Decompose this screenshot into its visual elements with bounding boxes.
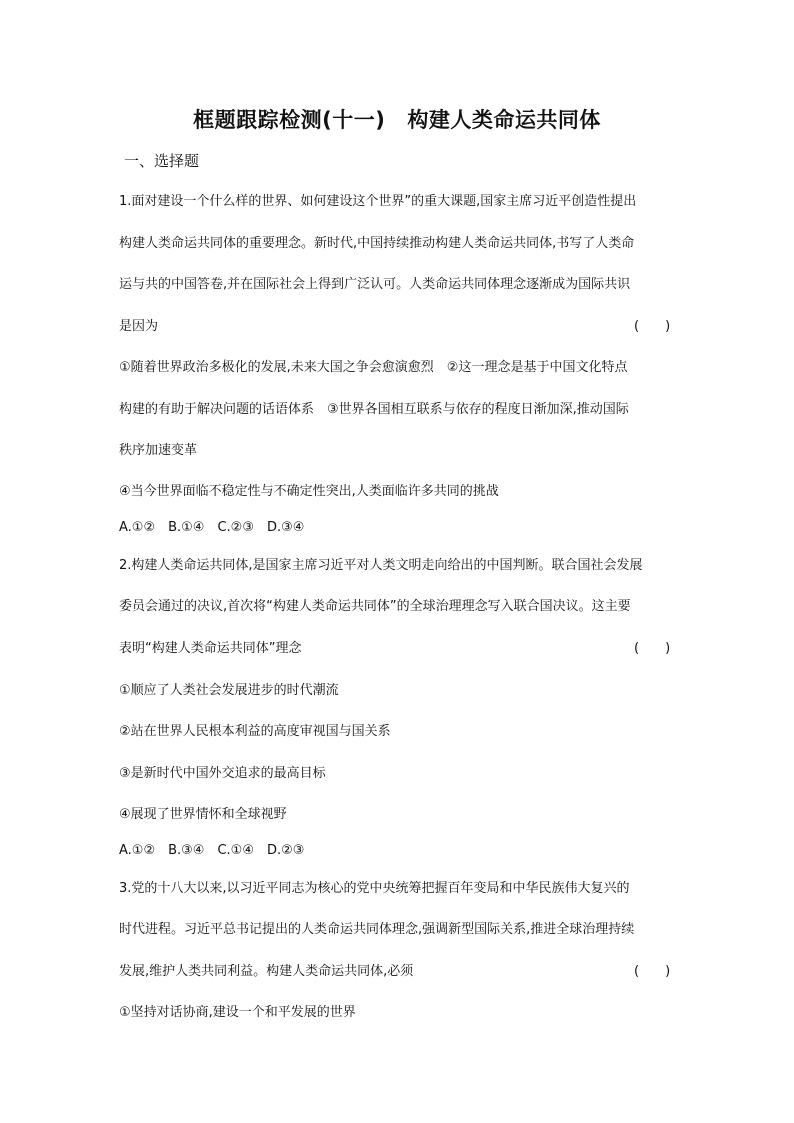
q2-option-line-3: ③是新时代中国外交追求的最高目标 bbox=[119, 766, 326, 781]
q2-stem-line-3: 表明“构建人类命运共同体”理念 bbox=[119, 641, 302, 656]
q3-stem-line-3: 发展,维护人类共同利益。构建人类命运共同体,必须 bbox=[119, 964, 414, 979]
q3-option-line-1: ①坚持对话协商,建设一个和平发展的世界 bbox=[119, 1005, 356, 1020]
q2-option-line-1: ①顺应了人类社会发展进步的时代潮流 bbox=[119, 683, 339, 698]
q3-answer-bracket: ( ) bbox=[634, 964, 671, 979]
q2-option-line-2: ②站在世界人民根本利益的高度审视国与国关系 bbox=[119, 724, 391, 739]
q2-choices: A.①② B.③④ C.①④ D.②③ bbox=[119, 843, 305, 858]
q2-stem-line-2: 委员会通过的决议,首次将“构建人类命运共同体”的全球治理理念写入联合国决议。这主要 bbox=[119, 599, 631, 614]
q3-stem-line-1: 3.党的十八大以来,以习近平同志为核心的党中央统筹把握百年变局和中华民族伟大复兴的 bbox=[119, 881, 630, 896]
q2-option-line-4: ④展现了世界情怀和全球视野 bbox=[119, 807, 287, 822]
q1-answer-bracket: ( ) bbox=[634, 319, 671, 334]
title-part-1: 框题跟踪检测(十一) bbox=[193, 108, 386, 132]
page-title bbox=[0, 104, 794, 134]
q1-choices: A.①② B.①④ C.②③ D.③④ bbox=[119, 520, 305, 535]
q2-stem-line-1: 2.构建人类命运共同体,是国家主席习近平对人类文明走向给出的中国判断。联合国社会发展 bbox=[119, 558, 643, 573]
q1-option-line-1: ①随着世界政治多极化的发展,未来大国之争会愈演愈烈 ②这一理念是基于中国文化特点 bbox=[119, 360, 628, 375]
q1-stem-line-3: 运与共的中国答卷,并在国际社会上得到广泛认可。人类命运共同体理念逐渐成为国际共识 bbox=[119, 277, 631, 292]
title-part-2: 构建人类命运共同体 bbox=[407, 108, 601, 132]
q2-answer-bracket: ( ) bbox=[634, 641, 671, 656]
q3-stem-line-2: 时代进程。习近平总书记提出的人类命运共同体理念,强调新型国际关系,推进全球治理持续 bbox=[119, 922, 635, 937]
section-heading: 一、选择题 bbox=[124, 152, 200, 170]
q1-option-line-2: 构建的有助于解决问题的话语体系 ③世界各国相互联系与依存的程度日渐加深,推动国际 bbox=[119, 402, 629, 417]
q1-option-line-3: 秩序加速变革 bbox=[119, 443, 198, 458]
q1-stem-line-4: 是因为 bbox=[119, 319, 159, 334]
q1-stem-line-2: 构建人类命运共同体的重要理念。新时代,中国持续推动构建人类命运共同体,书写了人类命 bbox=[119, 236, 635, 251]
q1-stem-line-1: 1.面对建设一个什么样的世界、如何建设这个世界”的重大课题,国家主席习近平创造性提出 bbox=[119, 194, 637, 209]
q1-option-line-4: ④当今世界面临不稳定性与不确定性突出,人类面临许多共同的挑战 bbox=[119, 484, 499, 499]
